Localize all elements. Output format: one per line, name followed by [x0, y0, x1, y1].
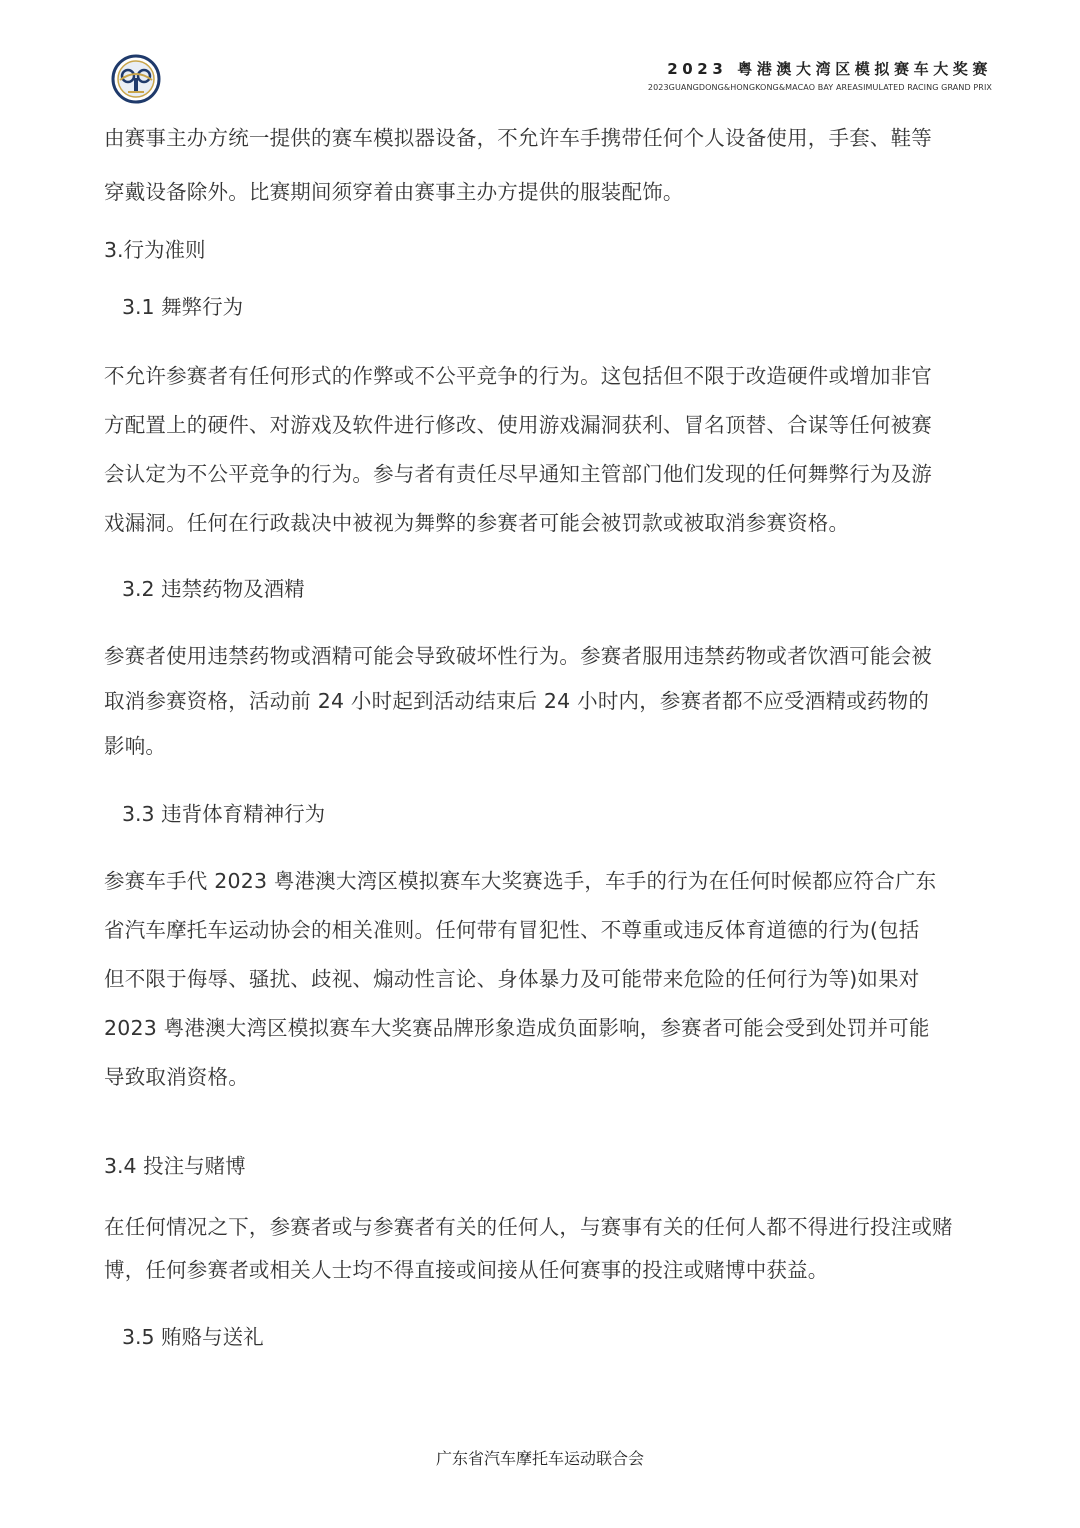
paragraph-line: 2023 粤港澳大湾区模拟赛车大奖赛品牌形象造成负面影响，参赛者可能会受到处罚并可能 — [104, 1016, 930, 1040]
racing-association-logo-icon — [106, 54, 166, 104]
paragraph-line: 不允许参赛者有任何形式的作弊或不公平竞争的行为。这包括但不限于改造硬件或增加非官 — [104, 364, 932, 388]
subsection-heading: 3.3 违背体育精神行为 — [122, 802, 326, 826]
subsection-heading: 3.1 舞弊行为 — [122, 295, 244, 319]
paragraph-line: 由赛事主办方统一提供的赛车模拟器设备，不允许车手携带任何个人设备使用，手套、鞋等 — [104, 126, 932, 150]
header-title-en: 2023GUANGDONG&HONGKONG&MACAO BAY AREASIMULATED RACING GRAND PRIX — [647, 83, 992, 92]
subsection-heading: 3.2 违禁药物及酒精 — [122, 577, 305, 601]
paragraph-line: 方配置上的硬件、对游戏及软件进行修改、使用游戏漏洞获利、冒名顶替、合谋等任何被赛 — [104, 413, 932, 437]
paragraph-line: 戏漏洞。任何在行政裁决中被视为舞弊的参赛者可能会被罚款或被取消参赛资格。 — [104, 511, 850, 535]
paragraph-line: 导致取消资格。 — [104, 1065, 249, 1089]
paragraph-line: 省汽车摩托车运动协会的相关准则。任何带有冒犯性、不尊重或违反体育道德的行为(包括 — [104, 918, 920, 942]
section-heading: 3.行为准则 — [104, 238, 206, 262]
paragraph-line: 但不限于侮辱、骚扰、歧视、煽动性言论、身体暴力及可能带来危险的任何行为等)如果对 — [104, 967, 920, 991]
paragraph-line: 取消参赛资格，活动前 24 小时起到活动结束后 24 小时内，参赛者都不应受酒精或药物的 — [104, 689, 930, 713]
page-header — [0, 0, 1080, 110]
page-footer: 广东省汽车摩托车运动联合会 — [435, 1449, 644, 1468]
header-title-cn: 2023 粤港澳大湾区模拟赛车大奖赛 — [667, 60, 992, 78]
subsection-heading: 3.5 贿赂与送礼 — [122, 1325, 264, 1349]
subsection-heading: 3.4 投注与赌博 — [104, 1154, 246, 1178]
paragraph-line: 在任何情况之下，参赛者或与参赛者有关的任何人，与赛事有关的任何人都不得进行投注或赌 — [104, 1215, 953, 1239]
paragraph-line: 参赛车手代 2023 粤港澳大湾区模拟赛车大奖赛选手，车手的行为在任何时候都应符合广东 — [104, 869, 937, 893]
paragraph-line: 博，任何参赛者或相关人士均不得直接或间接从任何赛事的投注或赌博中获益。 — [104, 1258, 829, 1282]
paragraph-line: 会认定为不公平竞争的行为。参与者有责任尽早通知主管部门他们发现的任何舞弊行为及游 — [104, 462, 932, 486]
paragraph-line: 参赛者使用违禁药物或酒精可能会导致破坏性行为。参赛者服用违禁药物或者饮酒可能会被 — [104, 644, 932, 668]
paragraph-line: 穿戴设备除外。比赛期间须穿着由赛事主办方提供的服装配饰。 — [104, 180, 684, 204]
paragraph-line: 影响。 — [104, 734, 167, 758]
